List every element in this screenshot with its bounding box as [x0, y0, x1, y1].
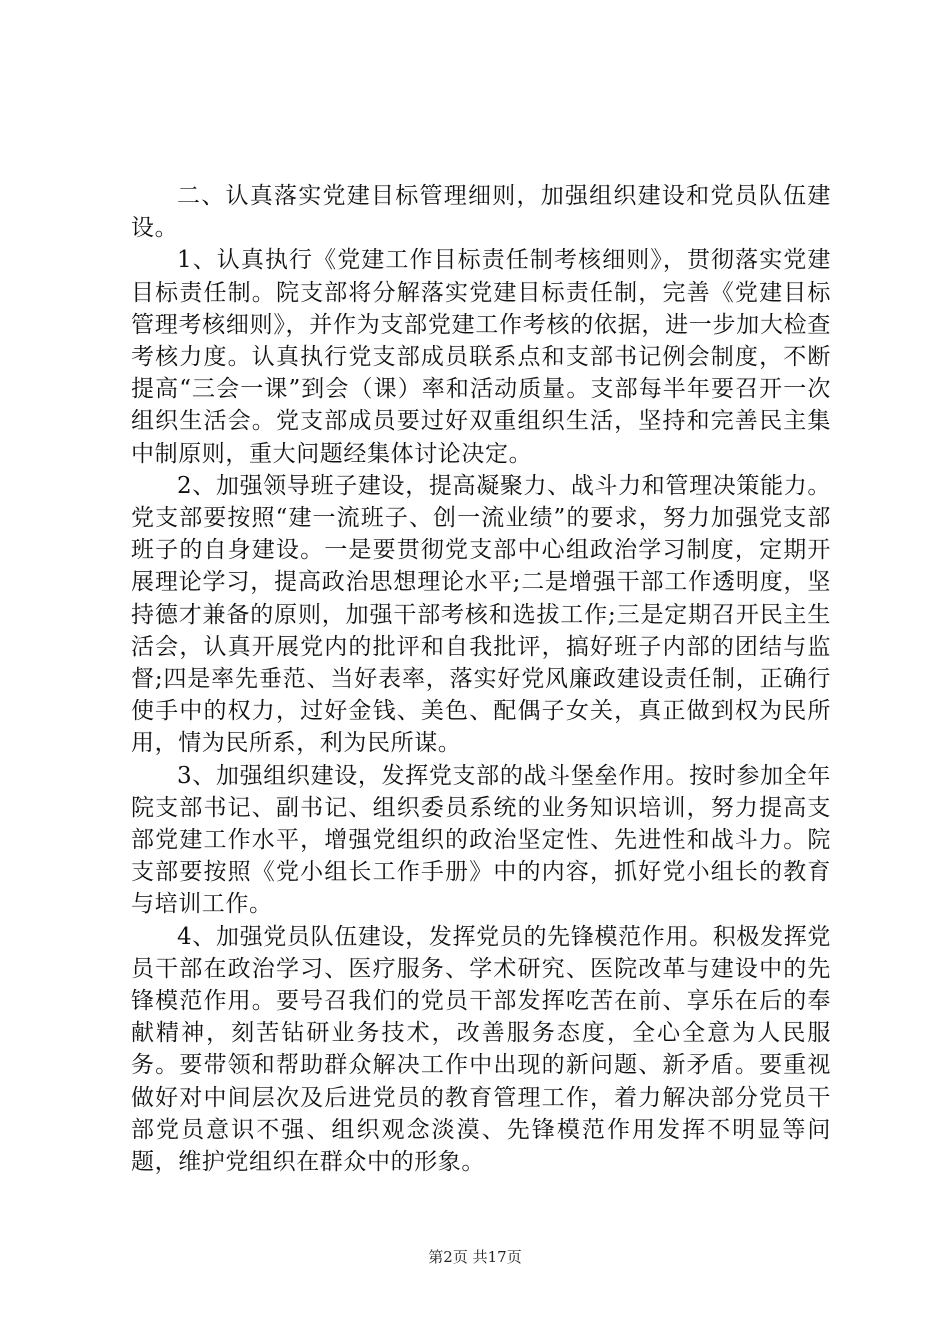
paragraph-1: 1、认真执行《党建工作目标责任制考核细则》，贯彻落实党建目标责任制。院支部将分解落实党建目标责任制，完善《党建目标管理考核细则》，并作为支部党建工作考核的依据，进一步加大检查考核力度。认真执行党支部成员联系点和支部书记例会制度，不断提高“三会一课”到会（课）率和活动质量。支部每半年要召开一次组织生活会。党支部成员要过好双重组织生活，坚持和完善民主集中制原则，重大问题经集体讨论决定。 — [131, 247, 831, 467]
paragraph-4: 4、加强党员队伍建设，发挥党员的先锋模范作用。积极发挥党员干部在政治学习、医疗服务、学术研究、医院改革与建设中的先锋模范作用。要号召我们的党员干部发挥吃苦在前、享乐在后的奉献精神，刻苦钻研业务技术，改善服务态度，全心全意为人民服务。要带领和帮助群众解决工作中出现的新问题、新矛盾。要重视做好对中间层次及后进党员的教育管理工作，着力解决部分党员干部党员意识不强、组织观念淡漠、先锋模范作用发挥不明显等问题，维护党组织在群众中的形象。 — [131, 923, 831, 1176]
paragraph-3: 3、加强组织建设，发挥党支部的战斗堡垒作用。按时参加全年院支部书记、副书记、组织委员系统的业务知识培训，努力提高支部党建工作水平，增强党组织的政治坚定性、先进性和战斗力。院支部要按照《党小组长工作手册》中的内容，抓好党小组长的教育与培训工作。 — [131, 762, 831, 918]
page-number-footer: 第2页 共17页 — [428, 1248, 522, 1266]
document-body — [131, 180, 831, 1178]
paragraph-2: 2、加强领导班子建设，提高凝聚力、战斗力和管理决策能力。党支部要按照“建一流班子、创一流业绩”的要求，努力加强党支部班子的自身建设。一是要贯彻党支部中心组政治学习制度，定期开展理论学习，提高政治思想理论水平;二是增强干部工作透明度，坚持德才兼备的原则，加强干部考核和选拔工作;三是定期召开民主生活会，认真开展党内的批评和自我批评，搞好班子内部的团结与监督;四是率先垂范、当好表率，落实好党风廉政建设责任制，正确行使手中的权力，过好金钱、美色、配偶子女关，真正做到权为民所用，情为民所系，利为民所谋。 — [131, 472, 831, 757]
section-heading: 二、认真落实党建目标管理细则，加强组织建设和党员队伍建设。 — [131, 183, 831, 242]
